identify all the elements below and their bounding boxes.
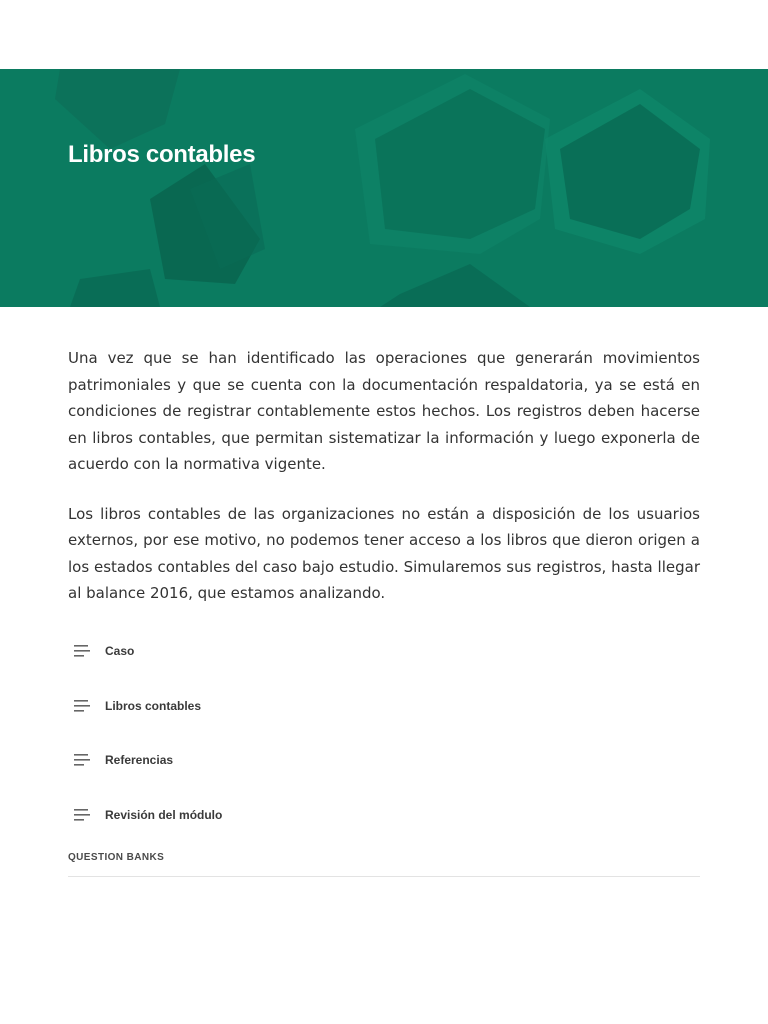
lesson-label: Referencias	[105, 753, 174, 768]
divider	[68, 876, 700, 877]
lesson-item-referencias[interactable]	[68, 733, 700, 788]
question-banks-heading: QUESTION BANKS	[68, 852, 165, 863]
text-lines-icon	[68, 754, 105, 766]
lesson-list	[68, 624, 700, 842]
intro-paragraph: Los libros contables de las organizaciones no están a disposición de los usuarios externos, por ese motivo, no podemos tener acceso a los libros que dieron origen a los estados contables del caso bajo estudio. Simularemos sus registros, hasta llegar al balance 2016, que estamos analizando.	[68, 504, 700, 602]
lesson-item-revision-del-modulo[interactable]	[68, 788, 700, 843]
hero-banner	[0, 69, 768, 307]
lesson-label: Revisión del módulo	[105, 807, 223, 822]
lesson-item-caso[interactable]	[68, 624, 700, 679]
page-title: Libros contables	[68, 141, 256, 168]
lesson-label: Libros contables	[105, 698, 202, 713]
text-lines-icon	[68, 645, 105, 657]
intro-paragraph: Una vez que se han identificado las operaciones que generarán movimientos patrimoniales y que se cuenta con la documentación respaldatoria, ya se está en condiciones de registrar contablemente estos hechos. Los registros deben hacerse en libros contables, que permitan sistematizar la información y luego exponerla de acuerdo con la normativa vigente.	[68, 349, 700, 473]
hero-background-image	[0, 69, 768, 307]
text-lines-icon	[68, 809, 105, 821]
lesson-intro	[68, 345, 700, 630]
text-lines-icon	[68, 700, 105, 712]
lesson-item-libros-contables[interactable]	[68, 679, 700, 734]
lesson-label: Caso	[105, 644, 135, 659]
